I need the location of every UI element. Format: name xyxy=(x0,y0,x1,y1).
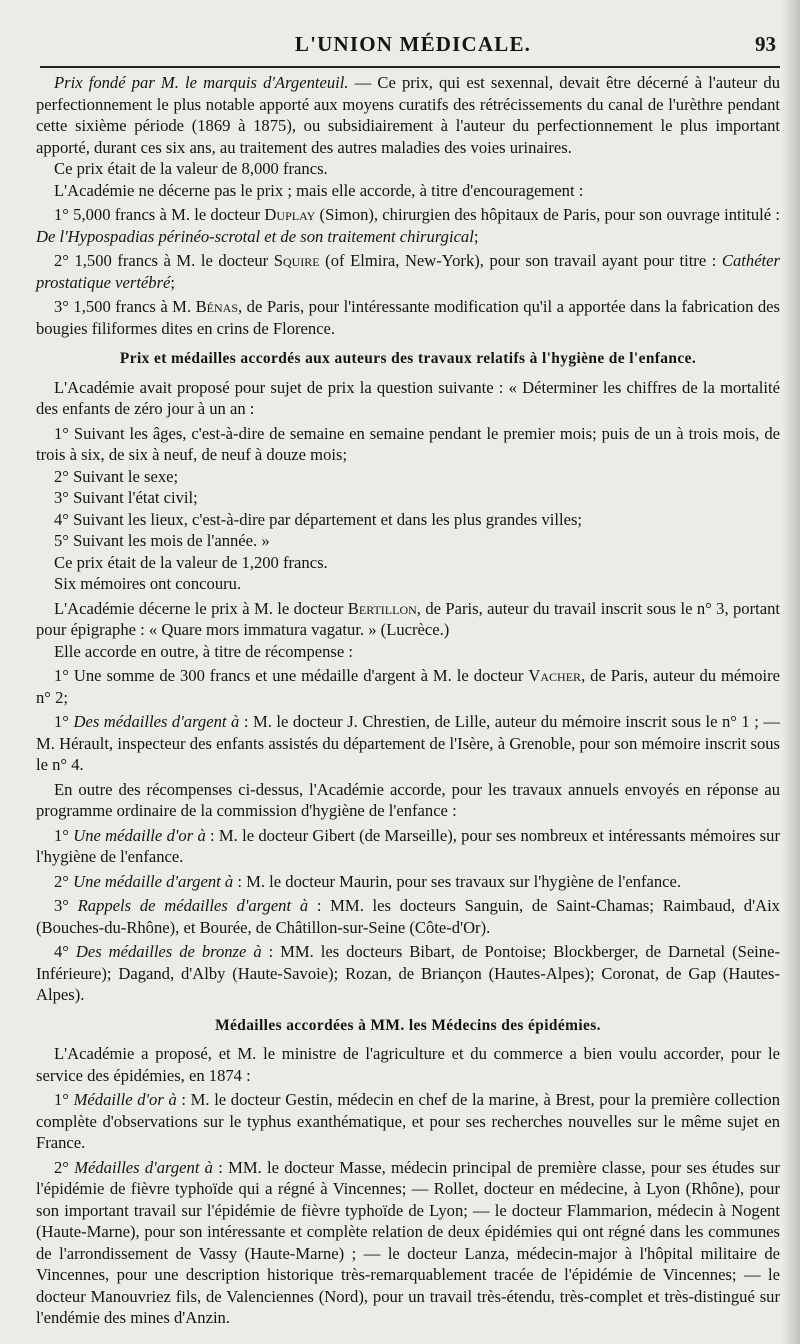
award-type: Des médailles de bronze à xyxy=(75,942,262,961)
text: 1° xyxy=(54,825,74,845)
paragraph: 1° Suivant les âges, c'est-à-dire de semaine en semaine pendant le premier mois; puis de un à trois mois, de trois à six, de six à neuf, de neuf à douze mois; xyxy=(36,423,780,464)
text: , de Paris, pour l'intéressante modification qu'il a apportée dans la fabrication des bougies filiformes dites en crins de Florence. xyxy=(36,297,780,338)
paragraph-argenteuil-prize xyxy=(36,72,780,158)
person-name: Squire xyxy=(273,251,320,270)
paragraph-vacher xyxy=(36,665,780,708)
text: ; xyxy=(473,226,479,246)
text: 1° xyxy=(54,1090,74,1109)
text: : M. le docteur Maurin, pour ses travaux sur l'hygiène de l'enfance. xyxy=(233,871,682,891)
page-number: 93 xyxy=(755,32,776,56)
text: 1° 5,000 francs à M. le docteur xyxy=(54,205,265,224)
text: 1° xyxy=(54,712,74,731)
paragraph-award-2 xyxy=(36,250,780,293)
person-name: Duplay xyxy=(264,205,316,224)
text: , de Paris, auteur du mémoire n° 2; xyxy=(36,666,780,707)
text: : MM. les docteurs Sanguin, de Saint-Chamas; Raimbaud, d'Aix (Bouches-du-Rhône), et Bourée, de Châtillon-sur-Seine (Côte-d'Or). xyxy=(36,896,780,937)
work-title: De l'Hypospadias périnéo-scrotal et de son traitement chirurgical xyxy=(36,226,474,246)
award-type: Médaille d'or à xyxy=(73,1090,177,1109)
award-type: Une médaille d'or à xyxy=(73,825,206,845)
paragraph xyxy=(36,941,780,1006)
paragraph: 5° Suivant les mois de l'année. » xyxy=(54,531,270,550)
paragraph: 3° Suivant l'état civil; xyxy=(54,488,198,507)
paragraph xyxy=(36,825,780,868)
text: 4° xyxy=(54,942,76,961)
award-type: Une médaille d'argent à xyxy=(73,871,234,891)
text: 2° xyxy=(54,871,74,891)
person-name: Vacher xyxy=(528,666,582,685)
paragraph: Elle accorde en outre, à titre de récompense : xyxy=(54,641,353,661)
text: ; xyxy=(170,272,176,292)
text: 3° xyxy=(54,896,78,915)
person-name: Bénas xyxy=(195,297,238,316)
paragraph-bertillon xyxy=(36,598,780,641)
text: : M. le docteur Gibert (de Marseille), pour ses nombreux et intéressants mémoires sur l'hygiène de l'enfance. xyxy=(36,825,780,866)
award-type: Rappels de médailles d'argent à xyxy=(77,896,309,915)
paragraph xyxy=(36,1157,780,1329)
text: : MM. les docteurs Bibart, de Pontoise; Blockberger, de Darnetal (Seine-Inférieure); Dagand, d'Alby (Haute-Savoie); Rozan, de Briançon (Hautes-Alpes); Coronat, de Gap (Hautes-Alpes). xyxy=(36,942,780,1004)
text: 1° Une somme de 300 francs et une médaille d'argent à M. le docteur xyxy=(54,666,529,685)
running-title: L'UNION MÉDICALE. xyxy=(294,32,532,56)
award-type: Des médailles d'argent à xyxy=(73,712,240,731)
header-rule xyxy=(40,66,780,68)
paragraph: 4° Suivant les lieux, c'est-à-dire par département et dans les plus grandes villes; xyxy=(54,509,583,529)
paragraph: L'Académie ne décerne pas le prix ; mais elle accorde, à titre d'encouragement : xyxy=(54,180,584,200)
paragraph-award-3 xyxy=(36,296,780,339)
text: 3° 1,500 francs à M. xyxy=(54,297,196,316)
text: L'Académie décerne le prix à M. le docteur xyxy=(54,598,348,618)
work-title: Cathéter prostatique vertébré xyxy=(36,251,780,292)
prize-title: Prix fondé par M. le marquis d'Argenteuil. xyxy=(54,73,349,92)
paragraph xyxy=(36,1089,780,1154)
paragraph xyxy=(36,711,780,776)
section-heading-hygiene: Prix et médailles accordés aux auteurs des travaux relatifs à l'hygiène de l'enfance. xyxy=(119,350,697,367)
paragraph: Ce prix était de la valeur de 8,000 francs. xyxy=(54,159,328,178)
page-header xyxy=(40,28,786,68)
paragraph: 2° Suivant le sexe; xyxy=(54,466,179,486)
paragraph: En outre des récompenses ci-dessus, l'Académie accorde, pour les travaux annuels envoyés en réponse au programme ordinaire de la commission d'hygiène de l'enfance : xyxy=(36,779,780,820)
text: (of Elmira, New-York), pour son travail ayant pour titre : xyxy=(319,251,722,270)
paragraph-award-1 xyxy=(36,204,780,247)
text: (Simon), chirurgien des hôpitaux de Paris, pour son ouvrage intitulé : xyxy=(315,205,780,224)
paragraph: Ce prix était de la valeur de 1,200 francs. xyxy=(54,552,328,572)
text: : M. le docteur Gestin, médecin en chef de la marine, à Brest, pour la première collection complète d'observations sur le typhus exanthématique, et pour ses recherches nouvelles sur le même sujet en France. xyxy=(36,1090,780,1152)
section-heading-epidemics: Médailles accordées à MM. les Médecins des épidémies. xyxy=(215,1016,601,1034)
paragraph: Six mémoires ont concouru. xyxy=(54,574,242,593)
paragraph: L'Académie avait proposé pour sujet de prix la question suivante : « Déterminer les chiffres de la mortalité des enfants de zéro jour à un an : xyxy=(36,377,780,418)
text: — Ce prix, qui est sexennal, devait être décerné à l'auteur du perfectionnement le plus notable apporté aux moyens curatifs des rétrécissements du canal de l'urèthre pendant cette sixième période (1869 à 1875), ou subsidiairement à l'auteur du perfectionnement le plus important apporté, durant ces six ans, au traitement des autres maladies des voies urinaires. xyxy=(36,73,780,157)
paragraph xyxy=(36,895,780,938)
body-text xyxy=(36,72,780,1329)
text: 2° 1,500 francs à M. le docteur xyxy=(54,251,274,270)
text: : M. le docteur J. Chrestien, de Lille, auteur du mémoire inscrit sous le n° 1 ; — M. Hérault, inspecteur des enfants assistés du département de l'Isère, à Grenoble, pour son mémoire inscrit sous le n° 4. xyxy=(36,712,780,774)
paragraph: L'Académie a proposé, et M. le ministre de l'agriculture et du commerce a bien voulu accorder, pour le service des épidémies, en 1874 : xyxy=(36,1044,780,1085)
text: 2° xyxy=(54,1157,75,1177)
award-type: Médailles d'argent à xyxy=(74,1157,213,1177)
text: : MM. le docteur Masse, médecin principal de première classe, pour ses études sur l'épidémie de fièvre typhoïde qui a régné à Vincennes; — Rollet, docteur en médecine, à Lyon (Rhône), pour son important travail sur l'épidémie de fièvre typhoïde de Lyon; — le docteur Flammarion, médecin à Nogent (Haute-Marne), pour son intéressante et complète relation de deux épidémies qui ont régné dans les communes de l'arrondissement de Vassy (Haute-Marne) ; — le docteur Lanza, médecin-major à l'hôpital militaire de Vincennes, pour une description historique très-remarquablement tracée de l'épidémie de Vincennes; — le docteur Manouvriez fils, de Valenciennes (Nord), pour un travail très-étendu, très-complet et très-distingué sur l'endémie des mines d'Anzin. xyxy=(36,1157,780,1327)
paragraph xyxy=(36,871,780,893)
person-name: Bertillon xyxy=(347,598,417,618)
text: , de Paris, auteur du travail inscrit sous le n° 3, portant pour épigraphe : « Quare mors immatura vagatur. » (Lucrèce.) xyxy=(36,598,781,639)
page-edge-shadow xyxy=(782,0,800,1344)
